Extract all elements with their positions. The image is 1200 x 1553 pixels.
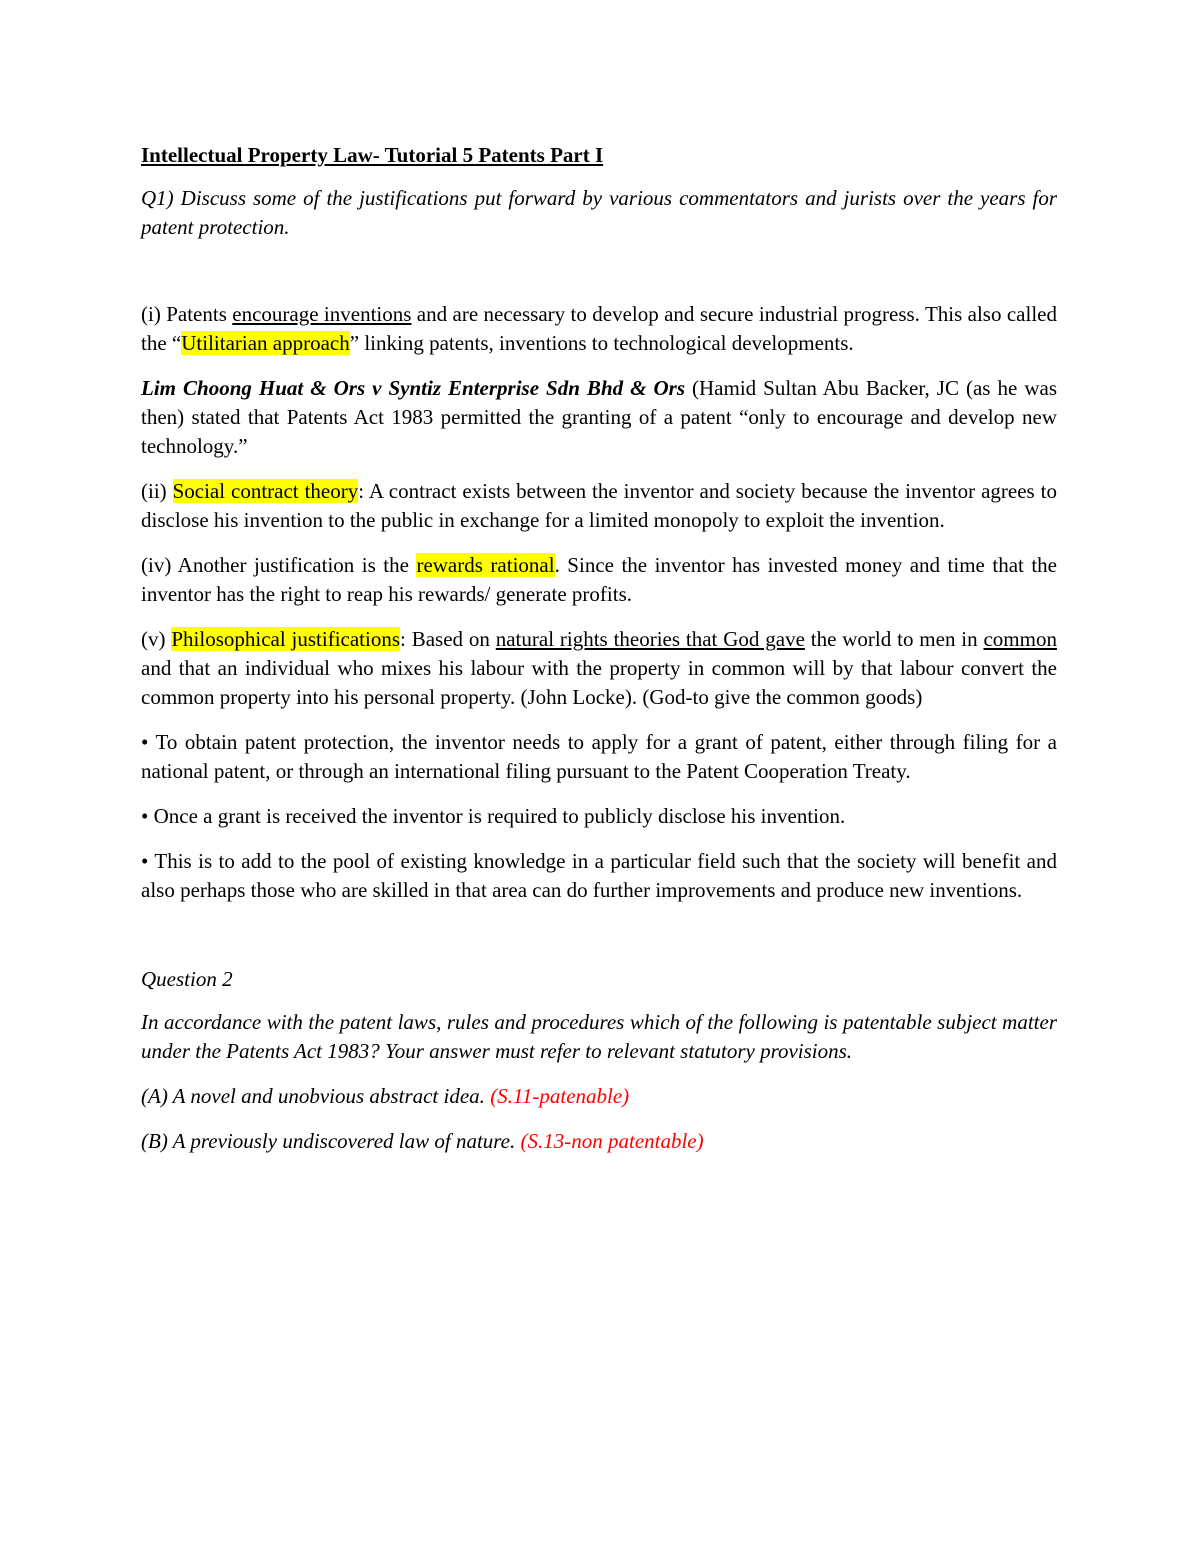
bullet-item: • Once a grant is received the inventor is required to publicly disclose his invention. [141,804,846,828]
option-a: (A) A novel and unobvious abstract idea. (S.11-patenable) [141,1084,630,1108]
point-v: (v) Philosophical justifications: Based on natural rights theories that God gave the world to men in common and that an individual who mixes his labour with the property in common will by that labour convert the common property into his personal property. (John Locke). (God-to give the common goods) [141,627,1057,709]
highlighted-text: rewards rational [416,553,555,577]
case-reference: Lim Choong Huat & Ors v Syntiz Enterprise Sdn Bhd & Ors (Hamid Sultan Abu Backer, JC (as he was then) stated that Patents Act 1983 permitted the granting of a patent “only to encourage and develop new technology.” [141,376,1057,458]
answer-note: (S.13-non patentable) [520,1129,704,1153]
point-iv: (iv) Another justification is the rewards rational. Since the inventor has invested money and time that the inventor has the right to reap his rewards/ generate profits. [141,553,1058,606]
case-name: Lim Choong Huat & Ors v Syntiz Enterprise Sdn Bhd & Ors [141,376,685,400]
point-ii: (ii) Social contract theory: A contract exists between the inventor and society because the inventor agrees to disclose his invention to the public in exchange for a limited monopoly to exploit the invention. [141,479,1057,532]
question-1: Q1) Discuss some of the justifications put forward by various commentators and jurists over the years for patent protection. [141,186,1057,239]
spacer [141,242,1057,300]
question-2: In accordance with the patent laws, rules and procedures which of the following is patentable subject matter under the Patents Act 1983? Your answer must refer to relevant statutory provisions. [141,1010,1057,1063]
question-2-heading: Question 2 [141,967,233,991]
underlined-text: encourage inventions [232,302,412,326]
document-title: Intellectual Property Law- Tutorial 5 Patents Part I [141,143,604,167]
bullet-item: • This is to add to the pool of existing knowledge in a particular field such that the society will benefit and also perhaps those who are skilled in that area can do further improvements and produce new inventions. [141,849,1057,902]
highlighted-text: Philosophical justifications [171,627,401,651]
underlined-text: common [983,627,1057,651]
spacer [141,921,1057,965]
highlighted-text: Social contract theory [172,479,359,503]
bullet-item: • To obtain patent protection, the inventor needs to apply for a grant of patent, either through filing for a national patent, or through an international filing pursuant to the Patent Cooperation Treaty. [141,730,1057,783]
answer-note: (S.11-patenable) [490,1084,630,1108]
highlighted-text: Utilitarian approach [181,331,350,355]
document-body [141,141,1057,1172]
option-b: (B) A previously undiscovered law of nature. (S.13-non patentable) [141,1129,704,1153]
underlined-text: natural rights theories that God gave [495,627,805,651]
point-i: (i) Patents encourage inventions and are necessary to develop and secure industrial progress. This also called the “Utilitarian approach” linking patents, inventions to technological developments. [141,302,1057,355]
